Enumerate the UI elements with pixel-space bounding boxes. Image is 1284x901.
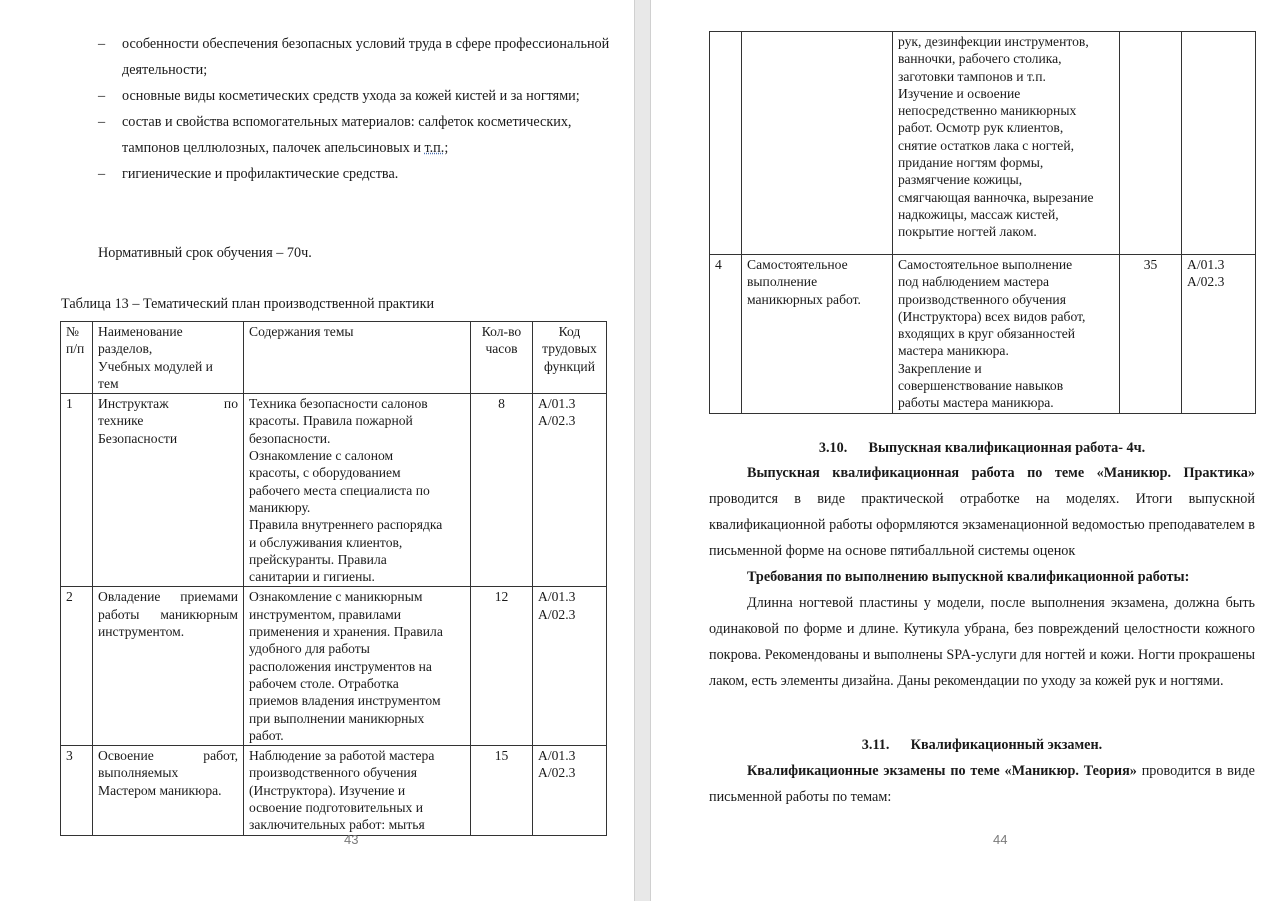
page-number: 43 — [344, 832, 359, 847]
cell-section-name: Инструктаж по технике Безопасности — [93, 394, 244, 587]
section-heading-3-11: 3.11. Квалификационный экзамен. — [861, 737, 1103, 753]
table-row — [710, 255, 1256, 414]
cell-section-name: Самостоятельное выполнение маникюрных работ. — [742, 255, 893, 414]
cell-topic-content: Наблюдение за работой мастера производственного обучения (Инструктора). Изучение и освоение подготовительных и заключительных работ: мытья — [244, 746, 471, 835]
header-function-codes: Код трудовых функций — [533, 322, 607, 394]
bullet-dash: – — [98, 88, 106, 104]
table-header-row — [61, 322, 607, 394]
table-row — [61, 394, 607, 587]
cell-section-name — [742, 32, 893, 255]
cell-section-name: Овладение приемами работы маникюрным инструментом. — [93, 587, 244, 746]
header-hours: Кол-во часов — [471, 322, 533, 394]
section-3-11-paragraph: Квалификационные экзамены по теме «Маникюр. Теория» проводится в виде письменной работы по темам: — [709, 763, 1255, 805]
cell-section-name: Освоение работ, выполняемых Мастером маникюра. — [93, 746, 244, 835]
header-number: № п/п — [61, 322, 93, 394]
cell-topic-content: Техника безопасности салонов красоты. Правила пожарной безопасности. Ознакомление с салоном красоты, с оборудованием рабочего места специалиста по маникюру. Правила внутреннего распорядка и обслуживания клиентов, прейскуранты. Правила санитарии и гигиены. — [244, 394, 471, 587]
cell-function-codes: A/01.3 A/02.3 — [533, 394, 607, 587]
table-row — [61, 587, 607, 746]
cell-topic-content: Самостоятельное выполнение под наблюдением мастера производственного обучения (Инструктора) всех видов работ, входящих в круг обязанностей мастера маникюра. Закрепление и совершенствование навыков работы мастера маникюра. — [893, 255, 1120, 414]
normative-term: Нормативный срок обучения – 70ч. — [98, 245, 312, 261]
cell-hours — [1120, 32, 1182, 255]
cell-topic-content: рук, дезинфекции инструментов, ванночки, рабочего столика, заготовки тампонов и т.п. Изучение и освоение непосредственно маникюрных работ. Осмотр рук клиентов, снятие остатков лака с ногтей, придание ногтям формы, размягчение кожицы, смягчающая ванночка, вырезание надкожицы, массаж кистей, покрытие ногтей лаком. — [893, 32, 1120, 255]
cell-number — [710, 32, 742, 255]
list-item: – состав и свойства вспомогательных материалов: салфеток косметических, тампонов целлюлозных, палочек апельсиновых и т.п.; — [98, 109, 618, 161]
cell-hours: 12 — [471, 587, 533, 746]
abbrev-text: т.п. — [424, 140, 445, 156]
cell-function-codes: A/01.3 A/02.3 — [533, 746, 607, 835]
cell-function-codes — [1182, 32, 1256, 255]
bullet-dash: – — [98, 114, 106, 130]
list-item: – особенности обеспечения безопасных условий труда в сфере профессиональной деятельности; — [98, 31, 618, 83]
cell-function-codes: A/01.3 A/02.3 — [1182, 255, 1256, 414]
requirements-heading: Требования по выполнению выпускной квалификационной работы: — [747, 569, 1190, 585]
section-3-10-paragraph: Выпускная квалификационная работа по теме «Маникюр. Практика» проводится в виде практической отработке на моделях. Итоги выпускной квалификационной работы оформляются экзаменационной ведомостью преподавателем в письменной форме на основе пятибалльной системы оценок — [709, 465, 1255, 559]
section-heading-3-10: 3.10. Выпускная квалификационная работа- 4ч. — [818, 440, 1146, 456]
thematic-plan-table-continued — [709, 31, 1256, 414]
cell-hours: 8 — [471, 394, 533, 587]
cell-number: 3 — [61, 746, 93, 835]
competency-list — [98, 31, 618, 187]
bullet-dash: – — [98, 36, 106, 52]
list-item: – основные виды косметических средств ухода за кожей кистей и за ногтями; — [98, 83, 618, 109]
header-section-name: Наименование разделов, Учебных модулей и тем — [93, 322, 244, 394]
cell-hours: 35 — [1120, 255, 1182, 414]
header-topic-content: Содержания темы — [244, 322, 471, 394]
requirements-text: Длинна ногтевой пластины у модели, после выполнения экзамена, должна быть одинаковой по форме и длине. Кутикула убрана, без повреждений целостности кожного покрова. Рекомендованы и выполнены SPA-услуги для ногтей и кожи. Ногти прокрашены лаком, есть элементы дизайна. Даны рекомендации по уходу за кожей рук и ногтями. — [709, 595, 1255, 689]
cell-topic-content: Ознакомление с маникюрным инструментом, правилами применения и хранения. Правила удобного для работы расположения инструментов на рабочем столе. Отработка приемов владения инструментом при выполнении маникюрных работ. — [244, 587, 471, 746]
table-row — [61, 746, 607, 835]
cell-function-codes: A/01.3 A/02.3 — [533, 587, 607, 746]
list-item: – гигиенические и профилактические средства. — [98, 161, 618, 187]
table-caption: Таблица 13 – Тематический план производственной практики — [61, 296, 435, 312]
table-row — [710, 32, 1256, 255]
cell-number: 1 — [61, 394, 93, 587]
cell-hours: 15 — [471, 746, 533, 835]
page-number: 44 — [993, 832, 1008, 847]
cell-number: 4 — [710, 255, 742, 414]
bullet-dash: – — [98, 166, 106, 182]
thematic-plan-table — [60, 321, 607, 836]
cell-number: 2 — [61, 587, 93, 746]
